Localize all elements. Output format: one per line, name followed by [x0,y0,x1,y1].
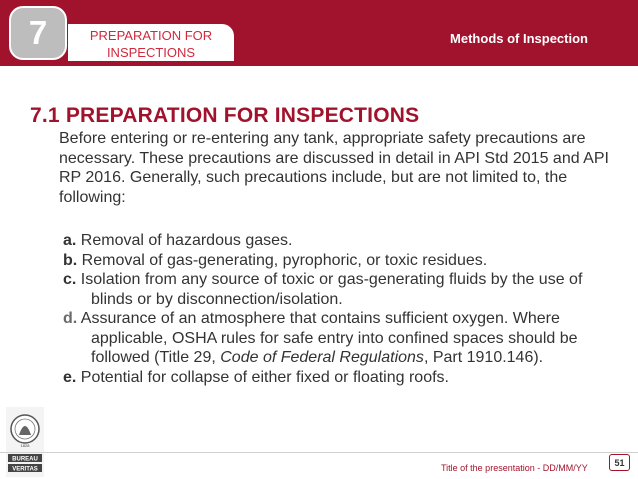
list-item-text: Potential for collapse of either fixed or floating roofs. [76,368,449,386]
footer-title: Title of the presentation - DD/MM/YY [441,463,588,473]
list-item [63,270,618,309]
list-item-text-end: , Part 1910.146). [423,349,544,366]
list-item [63,368,618,388]
bureau-veritas-logo [6,407,44,477]
footer-divider [0,452,638,453]
list-marker: d. [63,310,78,327]
section-tab-line1: PREPARATION FOR [89,28,213,43]
list-marker: b. [63,251,78,269]
list-marker: e. [63,368,77,386]
list-item [63,231,618,251]
slide-heading: 7.1 PREPARATION FOR INSPECTIONS [30,104,420,127]
svg-text:BUREAU: BUREAU [12,456,38,463]
chapter-number-badge: 7 [9,6,67,60]
list-item-text: Removal of gas-generating, pyrophoric, or toxic residues. [77,251,488,269]
svg-text:VERITAS: VERITAS [12,466,38,473]
intro-paragraph: Before entering or re-entering any tank, appropriate safety precautions are necessary. These precautions are discussed in detail in API Std 2015 and API RP 2016. Generally, such precautions include, but are not limited to, the following: [59,130,609,206]
list-item-text: Removal of hazardous gases. [76,232,293,249]
presentation-topic: Methods of Inspection [450,31,588,46]
list-item-italic: Code of Federal Regulations [220,349,424,366]
precautions-list [63,231,618,387]
list-item-text: Assurance of an atmosphere that contains sufficient oxygen. Where applicable, OSHA rules for safe entry into confined spaces should be followed (Title 29, [77,310,578,366]
section-tab [68,24,234,61]
list-marker: c. [63,271,77,288]
section-tab-line2: INSPECTIONS [106,45,196,60]
list-item-text: Isolation from any source of toxic or gas-generating fluids by the use of blinds or by disconnection/isolation. [76,271,583,308]
svg-text:1828: 1828 [20,443,30,448]
list-item [63,251,618,271]
list-item [63,309,618,368]
page-number: 51 [609,454,630,471]
list-marker: a. [63,232,77,249]
